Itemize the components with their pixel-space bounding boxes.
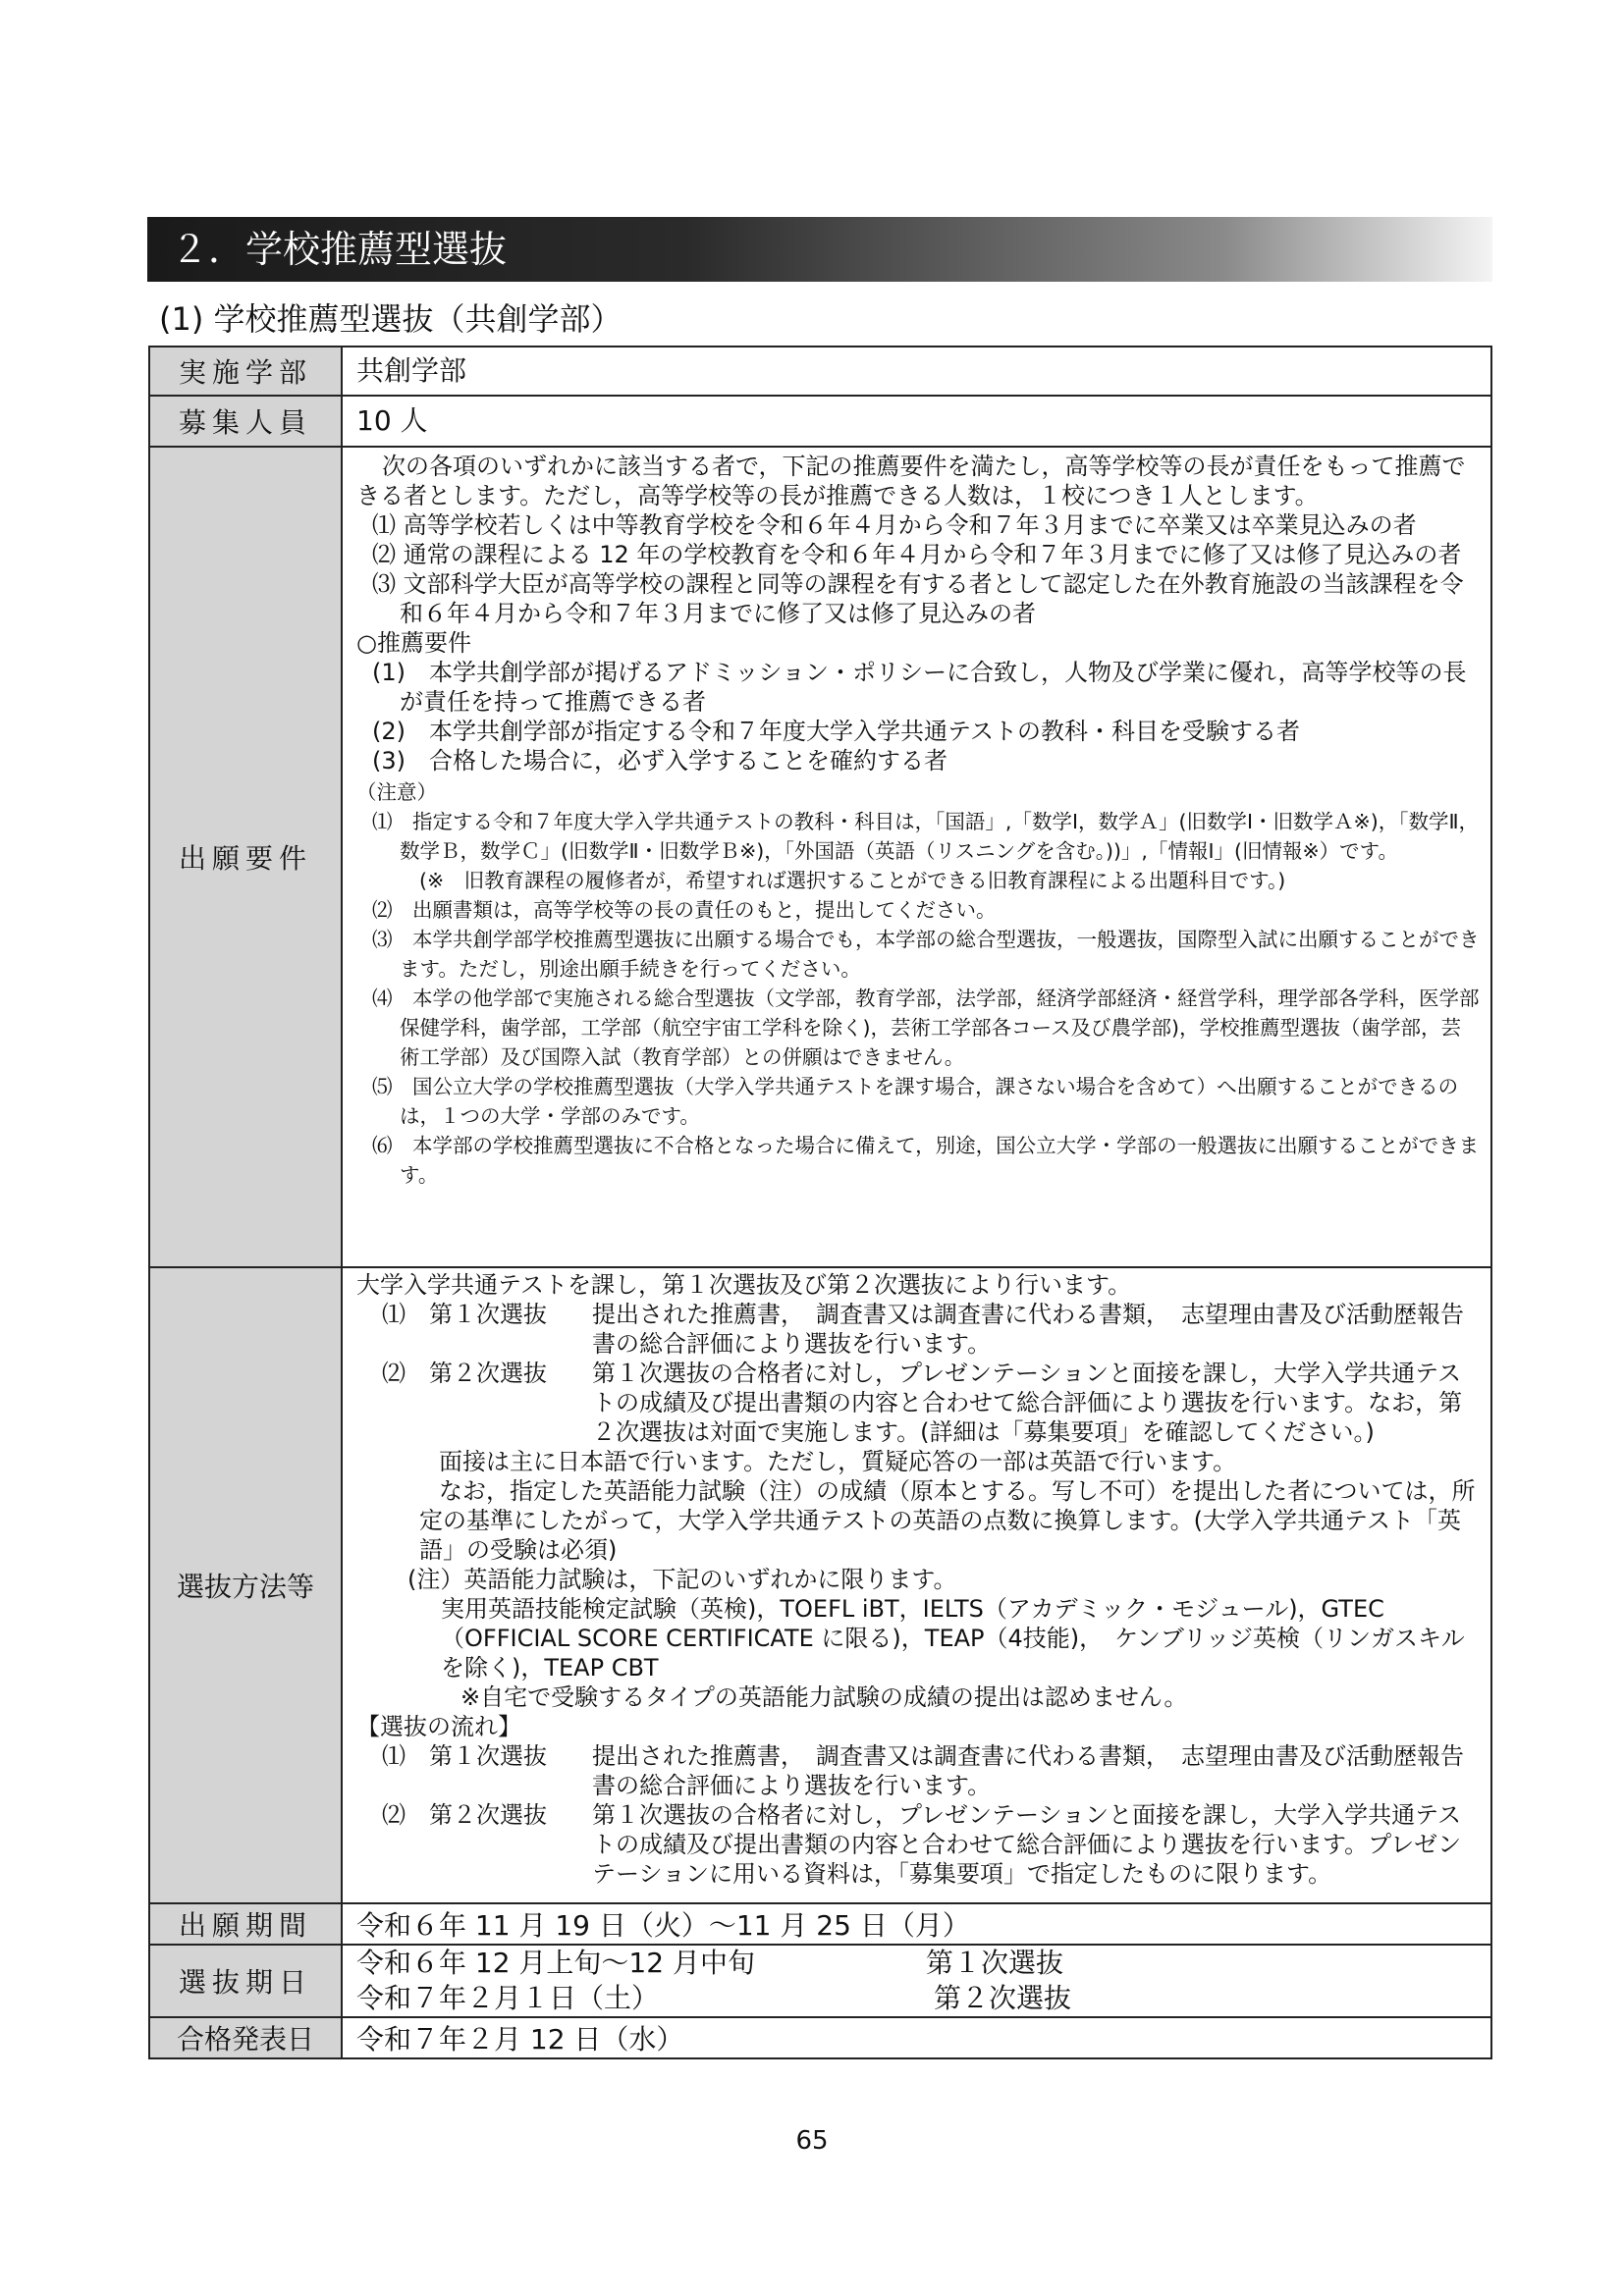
step-text: 第１次選抜の合格者に対し，プレゼンテーションと面接を課し，大学入学共通テストの成績及び提出書類の内容と合わせて総合評価により選抜を行います。プレゼンテーションに用いる資料は，「募集要項」で指定したものに限ります。 <box>592 1801 1462 1888</box>
label-announcement: 合格発表日 <box>149 2017 342 2058</box>
section-title: ２．学校推薦型選抜 <box>171 228 508 271</box>
schedule-stage: 第１次選抜 <box>926 1947 1064 1979</box>
row-capacity <box>149 396 1491 447</box>
step-label: ⑴ 第１次選抜 <box>382 1301 547 1328</box>
label-application-period: 出願期間 <box>149 1903 342 1945</box>
row-application-period <box>149 1903 1491 1945</box>
note-item: ⑴ 指定する令和７年度大学入学共通テストの教科・科目は，「国語」,「数学Ⅰ，数学Ａ」(旧数学Ⅰ・旧数学Ａ※)，「数学Ⅱ，数学Ｂ，数学Ｃ」(旧数学Ⅱ・旧数学Ｂ※)，「外国語（英語（リスニングを含む。))」,「情報Ⅰ」(旧情報※）です。 <box>372 810 1480 863</box>
flow-step <box>356 1800 1481 1889</box>
label-selection: 選抜方法等 <box>149 1267 342 1903</box>
value-faculty: 共創学部 <box>342 347 1491 396</box>
label-capacity: 募集人員 <box>149 396 342 447</box>
selection-intro: 大学入学共通テストを課し，第１次選抜及び第２次選抜により行います。 <box>356 1271 1132 1299</box>
row-eligibility <box>149 447 1491 1267</box>
recommendation-item: (1) 本学共創学部が掲げるアドミッション・ポリシーに合致し，人物及び学業に優れ，高等学校等の長が責任を持って推薦できる者 <box>372 659 1467 716</box>
eligibility-intro: 次の各項のいずれかに該当する者で，下記の推薦要件を満たし，高等学校等の長が責任をもって推薦できる者とします。ただし，高等学校等の長が推薦できる人数は，１校につき１人とします。 <box>356 453 1466 509</box>
exam-list: 実用英語技能検定試験（英検)，TOEFL iBT，IELTS（アカデミック・モジュール)，GTEC（OFFICIAL SCORE CERTIFICATE に限る)，TEAP（4技能)， ケンブリッジ英検（リンガスキルを除く)，TEAP CBT <box>441 1595 1465 1682</box>
note-item: ⑶ 本学共創学部学校推薦型選抜に出願する場合でも，本学部の総合型選抜，一般選抜，国際型入試に出願することができます。ただし，別途出願手続きを行ってください。 <box>372 928 1480 981</box>
label-eligibility: 出願要件 <box>149 447 342 1267</box>
exam-note-heading: (注）英語能力試験は，下記のいずれかに限ります。 <box>407 1566 957 1593</box>
step-text: 提出された推薦書， 調査書又は調査書に代わる書類， 志望理由書及び活動歴報告書の総合評価により選抜を行います。 <box>592 1742 1464 1799</box>
step-label: ⑵ 第２次選抜 <box>382 1360 547 1387</box>
eligibility-item: ⑶ 文部科学大臣が高等学校の課程と同等の課程を有する者として認定した在外教育施設の当該課程を令和６年４月から令和７年３月までに修了又は修了見込みの者 <box>372 570 1464 627</box>
label-faculty: 実施学部 <box>149 347 342 396</box>
label-selection-dates: 選抜期日 <box>149 1945 342 2017</box>
step-text: 第１次選抜の合格者に対し，プレゼンテーションと面接を課し，大学入学共通テストの成績及び提出書類の内容と合わせて総合評価により選抜を行います。なお，第２次選抜は対面で実施します。(詳細は「募集要項」を確認してください。) <box>592 1360 1463 1446</box>
interview-note: 面接は主に日本語で行います。ただし，質疑応答の一部は英語で行います。 <box>439 1448 1237 1475</box>
step-label: ⑵ 第２次選抜 <box>382 1801 547 1829</box>
schedule-entry <box>356 1981 1481 2016</box>
english-note: なお，指定した英語能力試験（注）の成績（原本とする。写し不可）を提出した者については，所定の基準にしたがって，大学入学共通テストの英語の点数に換算します。(大学入学共通テスト「英語」の受験は必須) <box>419 1477 1476 1564</box>
schedule-entry <box>356 1946 1481 1981</box>
schedule-date: 令和７年２月１日（土） <box>356 1982 660 2014</box>
note-item: ⑵ 出願書類は，高等学校等の長の責任のもと，提出してください。 <box>372 898 997 922</box>
section-title-banner <box>147 217 1492 282</box>
value-announcement: 令和７年２月 12 日（水） <box>342 2017 1491 2058</box>
flow-step <box>356 1741 1481 1800</box>
flow-heading: 【選抜の流れ】 <box>356 1713 521 1740</box>
home-note: ※自宅で受験するタイプの英語能力試験の成績の提出は認めません。 <box>460 1683 1188 1711</box>
value-application-period: 令和６年 11 月 19 日（火）～11 月 25 日（月） <box>342 1903 1491 1945</box>
value-selection <box>342 1267 1491 1903</box>
value-capacity: 10 人 <box>342 396 1491 447</box>
value-eligibility <box>342 447 1491 1267</box>
step-text: 提出された推薦書， 調査書又は調査書に代わる書類， 志望理由書及び活動歴報告書の総合評価により選抜を行います。 <box>592 1301 1464 1358</box>
note-item: ⑷ 本学の他学部で実施される総合型選抜（文学部，教育学部，法学部，経済学部経済・経営学科，理学部各学科，医学部保健学科，歯学部，工学部（航空宇宙工学科を除く)，芸術工学部各コース及び農学部)，学校推薦型選抜（歯学部，芸術工学部）及び国際入試（教育学部）との併願はできません。 <box>372 987 1480 1069</box>
admission-table <box>148 346 1492 2059</box>
value-selection-dates <box>342 1945 1491 2017</box>
row-selection <box>149 1267 1491 1903</box>
recommendation-item: (3) 合格した場合に，必ず入学することを確約する者 <box>372 747 947 774</box>
row-announcement <box>149 2017 1491 2058</box>
schedule-stage: 第２次選抜 <box>934 1982 1072 2014</box>
eligibility-item: ⑴ 高等学校若しくは中等教育学校を令和６年４月から令和７年３月までに卒業又は卒業見込みの者 <box>372 511 1417 539</box>
schedule-date: 令和６年 12 月上旬～12 月中旬 <box>356 1947 755 1979</box>
note-item: ⑸ 国公立大学の学校推薦型選抜（大学入学共通テストを課す場合，課さない場合を含めて）へ出願することができるのは，１つの大学・学部のみです。 <box>372 1075 1459 1128</box>
notes-heading: （注意） <box>356 780 437 804</box>
eligibility-item: ⑵ 通常の課程による 12 年の学校教育を令和６年４月から令和７年３月までに修了又は修了見込みの者 <box>372 541 1462 568</box>
note-item: ⑹ 本学部の学校推薦型選抜に不合格となった場合に備えて，別途，国公立大学・学部の一般選抜に出願することができます。 <box>372 1134 1480 1187</box>
row-selection-dates <box>149 1945 1491 2017</box>
selection-step <box>356 1300 1481 1359</box>
row-faculty <box>149 347 1491 396</box>
note-sub: (※ 旧教育課程の履修者が，希望すれば選択することができる旧教育課程による出題科目です。) <box>419 869 1286 892</box>
recommendation-heading: ○推薦要件 <box>356 629 471 657</box>
selection-step <box>356 1359 1481 1447</box>
step-label: ⑴ 第１次選抜 <box>382 1742 547 1770</box>
page-number: 65 <box>795 2126 829 2156</box>
recommendation-item: (2) 本学共創学部が指定する令和７年度大学入学共通テストの教科・科目を受験する者 <box>372 718 1301 745</box>
subsection-title: (1) 学校推薦型選抜（共創学部） <box>159 300 623 338</box>
